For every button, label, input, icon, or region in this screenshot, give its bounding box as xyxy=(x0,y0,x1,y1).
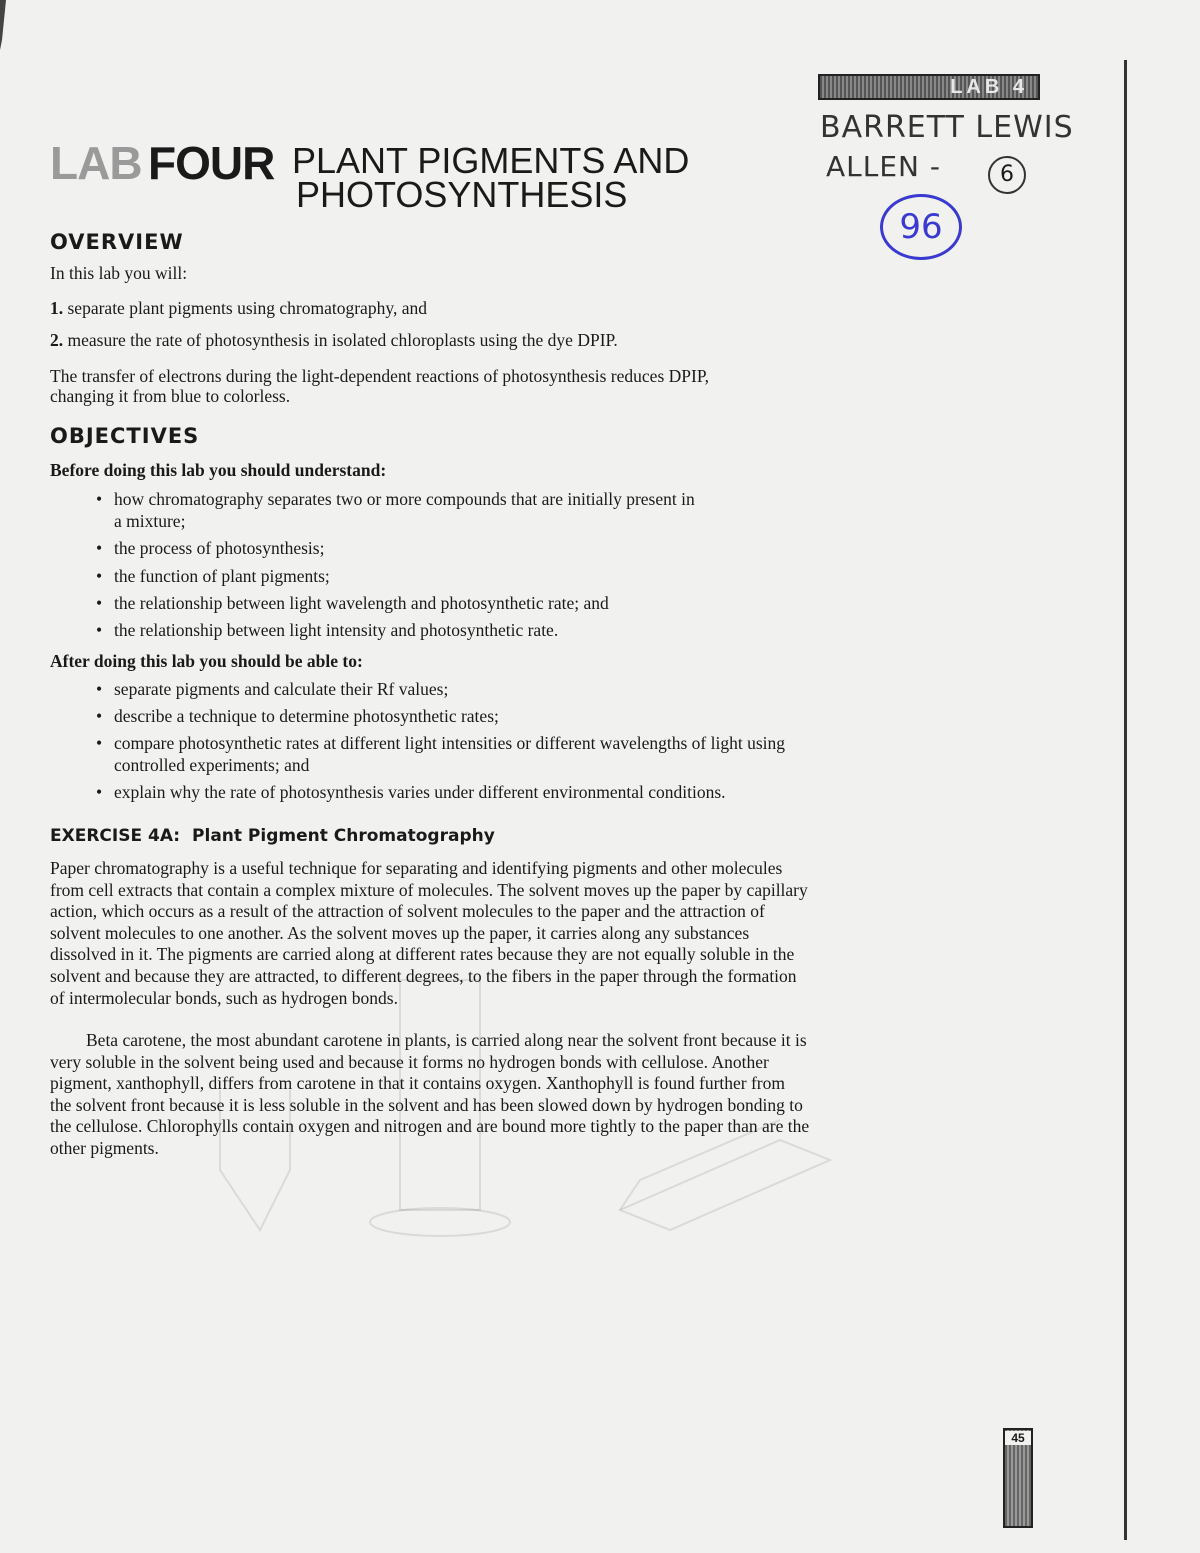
before-bullet-3: • the function of plant pigments; xyxy=(96,566,816,588)
overview-item-number: 1. xyxy=(50,298,64,318)
exercise-heading xyxy=(50,826,495,846)
bullet-text: separate pigments and calculate their Rf values; xyxy=(114,679,449,699)
objectives-before-heading: Before doing this lab you should understand: xyxy=(50,460,387,480)
exercise-paragraph-1: Paper chromatography is a useful technique for separating and identifying pigments and other molecules from cell extracts that contain a complex mixture of molecules. The solvent moves up the paper by capillary action, which occurs as a result of the attraction of solvent molecules to the paper and the attraction of solvent molecules to one another. As the solvent moves up the paper, it carries along any substances dissolved in it. The pigments are carried along at different rates because they are not equally soluble in the solvent and because they are attracted, to different degrees, to the fibers in the paper through the formation of intermolecular bonds, such as hydrogen bonds. xyxy=(50,858,808,1008)
overview-item-text: measure the rate of photosynthesis in isolated chloroplasts using the dye DPIP. xyxy=(67,330,618,350)
before-bullet-2: • the process of photosynthesis; xyxy=(96,538,816,560)
before-bullet-4: • the relationship between light wavelength and photosynthetic rate; and xyxy=(96,593,816,615)
lab-tab xyxy=(818,74,1040,100)
exercise-label: EXERCISE 4A: xyxy=(50,826,181,846)
after-bullet-4: • explain why the rate of photosynthesis varies under different environmental conditions. xyxy=(96,782,816,804)
bullet-text: compare photosynthetic rates at different light intensities or different wavelengths of light using controlled experiments; and xyxy=(114,733,785,775)
page-number: 45 xyxy=(1005,1431,1031,1445)
after-bullet-3: • compare photosynthetic rates at different light intensities or different wavelengths of light using controlled experiments; and xyxy=(96,733,796,776)
overview-intro: In this lab you will: xyxy=(50,263,188,283)
overview-item-2 xyxy=(50,330,618,352)
bullet-text: the function of plant pigments; xyxy=(114,566,330,586)
objectives-after-heading: After doing this lab you should be able to: xyxy=(50,651,363,671)
title-line2: PHOTOSYNTHESIS xyxy=(296,174,628,215)
scan-corner-mark xyxy=(0,0,30,70)
overview-heading: OVERVIEW xyxy=(50,230,184,254)
overview-item-1 xyxy=(50,298,427,320)
overview-item-text: separate plant pigments using chromatography, and xyxy=(67,298,427,318)
after-bullet-1: • separate pigments and calculate their Rf values; xyxy=(96,679,816,701)
title-line1: PLANT PIGMENTS AND xyxy=(292,140,690,181)
handwritten-name-line1: BARRETT LEWIS xyxy=(820,110,1074,145)
handwritten-grade: 96 xyxy=(880,194,962,260)
before-bullet-1: • how chromatography separates two or more compounds that are initially present in a mixture; xyxy=(96,489,695,531)
overview-item-number: 2. xyxy=(50,330,64,350)
lab-tab-label: LAB 4 xyxy=(950,75,1028,98)
after-bullet-2: • describe a technique to determine photosynthetic rates; xyxy=(96,706,816,728)
handwritten-period: 6 xyxy=(988,156,1026,194)
title-lab: LAB xyxy=(50,137,142,189)
overview-note-line1: The transfer of electrons during the light-dependent reactions of photosynthesis reduces DPIP, xyxy=(50,366,709,386)
bullet-text: the relationship between light intensity and photosynthetic rate. xyxy=(114,620,559,640)
exercise-paragraph-2: Beta carotene, the most abundant carotene in plants, is carried along near the solvent front because it is very soluble in the solvent being used and because it forms no hydrogen bonds with cellulose. Another pigment, xanthophyll, differs from carotene in that it contains oxygen. Xanthophyll is found further from the solvent front because it is less soluble in the solvent and has been slowed down by hydrogen bonding to the cellulose. Chlorophylls contain oxygen and nitrogen and are bound more tightly to the paper than are the other pigments. xyxy=(50,1030,810,1158)
bullet-text: how chromatography separates two or more compounds that are initially present in a mixture; xyxy=(114,489,695,531)
handwritten-name-line2: ALLEN - xyxy=(826,150,941,183)
title-four: FOUR xyxy=(148,137,275,189)
before-bullet-5: • the relationship between light intensity and photosynthetic rate. xyxy=(96,620,816,642)
scan-edge-line xyxy=(1124,60,1127,1540)
bullet-text: the relationship between light wavelength and photosynthetic rate; and xyxy=(114,593,609,613)
objectives-heading: OBJECTIVES xyxy=(50,424,200,448)
bullet-text: describe a technique to determine photosynthetic rates; xyxy=(114,706,499,726)
bullet-text: the process of photosynthesis; xyxy=(114,538,325,558)
bullet-text: explain why the rate of photosynthesis varies under different environmental conditions. xyxy=(114,782,726,802)
exercise-title: Plant Pigment Chromatography xyxy=(192,826,495,846)
overview-note-line2: changing it from blue to colorless. xyxy=(50,386,291,406)
